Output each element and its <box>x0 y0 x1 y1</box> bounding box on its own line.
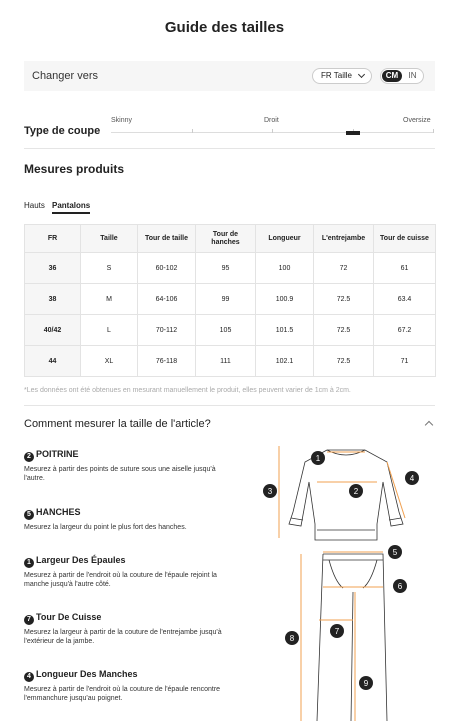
measure-item-title <box>24 449 79 462</box>
how-to-measure-title[interactable]: Comment mesurer la taille de l'article? <box>24 418 211 430</box>
size-table <box>24 224 436 377</box>
table-cell: 72.5 <box>314 284 374 315</box>
measure-item-desc: Mesurez à partir des points de suture sous une aiselle jusqu'à l'autre. <box>24 466 216 482</box>
measure-item-title <box>24 612 101 625</box>
sleeve-line <box>387 462 405 518</box>
size-region-value: FR Taille <box>321 71 352 80</box>
measure-item-desc: Mesurez la largeur du point le plus fort des hanches. <box>24 524 187 531</box>
table-cell: 100 <box>256 253 314 284</box>
measure-item-desc: Mesurez à partir de l'endroit où la couture de l'épaule rencontre l'emmanchure jusqu'au poignet. <box>24 686 221 702</box>
fit-type-label: Type de coupe <box>24 125 101 137</box>
table-cell: 40/42 <box>25 315 81 346</box>
size-region-select[interactable] <box>312 68 372 84</box>
chevron-up-icon[interactable] <box>425 421 433 429</box>
table-cell: XL <box>81 346 138 377</box>
number-badge-icon: 2 <box>24 452 34 462</box>
badge-label: 5 <box>392 548 398 557</box>
number-badge-icon: 1 <box>24 558 34 568</box>
table-cell: 72.5 <box>314 315 374 346</box>
measure-item-label: Largeur Des Épaules <box>36 555 126 565</box>
sweater-drawing <box>289 450 403 540</box>
table-cell: 44 <box>25 346 81 377</box>
table-cell: S <box>81 253 138 284</box>
table-header: Tour de hanches <box>196 225 256 253</box>
chevron-down-icon <box>358 71 365 78</box>
table-cell: 36 <box>25 253 81 284</box>
divider <box>24 148 435 149</box>
tab-tops[interactable]: Hauts <box>24 201 45 210</box>
measure-item-label: POITRINE <box>36 449 79 459</box>
fit-option-skinny: Skinny <box>111 117 133 124</box>
unit-toggle[interactable] <box>380 68 424 84</box>
unit-in-option[interactable]: IN <box>408 71 417 80</box>
table-cell: L <box>81 315 138 346</box>
badge-label: 8 <box>289 634 295 643</box>
badge-label: 2 <box>353 487 359 496</box>
table-cell: 111 <box>196 346 256 377</box>
table-cell: 63.4 <box>374 284 436 315</box>
fit-scale-tick <box>192 129 193 133</box>
measure-item-desc: Mesurez à partir de l'endroit où la couture de l'épaule rejoint la manche jusqu'à l'autre côté. <box>24 572 217 588</box>
divider <box>24 405 435 406</box>
measure-item-title <box>24 669 138 682</box>
tab-pants[interactable]: Pantalons <box>52 201 90 214</box>
table-row <box>25 284 436 315</box>
table-cell: 72.5 <box>314 346 374 377</box>
garment-illustration <box>255 442 445 721</box>
fit-option-oversize: Oversize <box>403 117 431 124</box>
badge-label: 1 <box>315 454 321 463</box>
table-header: Tour de cuisse <box>374 225 436 253</box>
measure-item-label: Longueur Des Manches <box>36 669 138 679</box>
table-cell: M <box>81 284 138 315</box>
table-cell: 70-112 <box>138 315 196 346</box>
table-row <box>25 253 436 284</box>
table-cell: 71 <box>374 346 436 377</box>
badge-label: 6 <box>397 582 403 591</box>
number-badge-icon: 4 <box>24 672 34 682</box>
badge-label: 4 <box>409 474 415 483</box>
number-badge-icon: 5 <box>24 510 34 520</box>
table-cell: 64-106 <box>138 284 196 315</box>
measurement-note: *Les données ont été obtenues en mesurant manuellement le produit, elles peuvent varier de 1cm à 2cm. <box>24 387 351 394</box>
fit-scale-tick <box>433 129 434 133</box>
table-cell: 60-102 <box>138 253 196 284</box>
number-badge-icon: 7 <box>24 615 34 625</box>
table-header: Longueur <box>256 225 314 253</box>
measure-item-desc: Mesurez la largeur à partir de la couture de l'entrejambe jusqu'à l'extérieur de la jambe. <box>24 629 222 645</box>
table-header-row <box>25 225 436 253</box>
pants-badges <box>285 545 407 690</box>
fit-option-straight: Droit <box>264 117 279 124</box>
unit-cm-option[interactable]: CM <box>382 70 402 82</box>
measure-item-title <box>24 507 81 520</box>
table-header: L'entrejambe <box>314 225 374 253</box>
table-cell: 105 <box>196 315 256 346</box>
measure-item-label: HANCHES <box>36 507 81 517</box>
table-header: FR <box>25 225 81 253</box>
table-cell: 76-118 <box>138 346 196 377</box>
table-cell: 67.2 <box>374 315 436 346</box>
table-cell: 102.1 <box>256 346 314 377</box>
products-section-title: Mesures produits <box>24 162 125 176</box>
unit-switch-bar <box>24 61 435 91</box>
measure-item-label: Tour De Cuisse <box>36 612 102 622</box>
fit-scale-tick <box>272 129 273 133</box>
table-cell: 101.5 <box>256 315 314 346</box>
pants-drawing <box>317 554 387 721</box>
table-row <box>25 346 436 377</box>
table-cell: 38 <box>25 284 81 315</box>
sweater-badges <box>263 451 419 498</box>
table-row <box>25 315 436 346</box>
table-cell: 72 <box>314 253 374 284</box>
switch-label: Changer vers <box>32 70 99 82</box>
table-cell: 99 <box>196 284 256 315</box>
measure-item-title <box>24 555 126 568</box>
table-cell: 100.9 <box>256 284 314 315</box>
badge-label: 7 <box>334 627 340 636</box>
table-header: Taille <box>81 225 138 253</box>
table-cell: 95 <box>196 253 256 284</box>
table-cell: 61 <box>374 253 436 284</box>
page-title: Guide des tailles <box>164 19 285 36</box>
badge-label: 9 <box>363 679 369 688</box>
fit-scale-marker <box>346 131 360 135</box>
table-header: Tour de taille <box>138 225 196 253</box>
badge-label: 3 <box>267 487 273 496</box>
